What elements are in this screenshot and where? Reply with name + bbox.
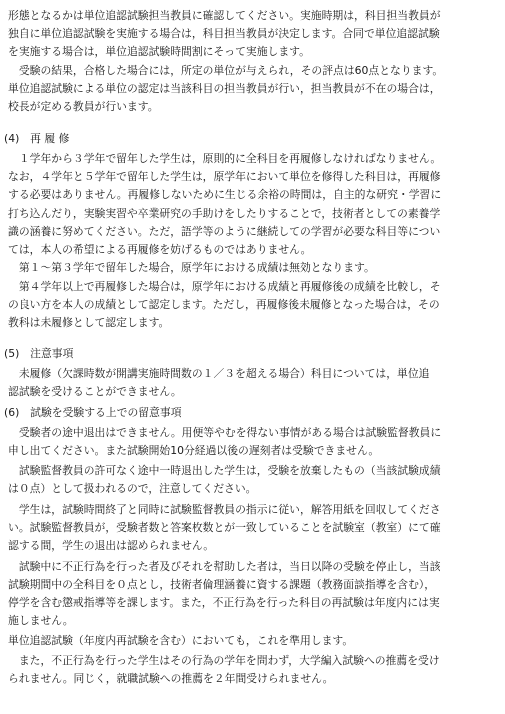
text-line: 第４学年以上で再履修した場合は，原学年における成績と再履修後の成績を比較し，そ: [8, 280, 441, 293]
text-line: 認試験を受けることができません。: [8, 385, 182, 398]
text-line: 施しません。: [8, 614, 74, 627]
text-line: 停学を含む懲戒指導等を課します。また，不正行為を行った科目の再試験は年度内には実: [8, 596, 440, 609]
section-6-paragraph-5: 単位追認試験（年度内再試験を含む）においても，これを準用します。: [8, 634, 354, 647]
text-line: 識の涵養に努めてください。ただ，語学等のように継続しての学習が必要な科目等につい: [8, 225, 441, 238]
text-line: 試験監督教員の許可なく途中一時退出した学生は，受験を放棄したもの（当該試験成績: [8, 464, 441, 477]
text-line: 受験の結果，合格した場合には，所定の単位が与えられ，その評点は60点となります。: [8, 64, 444, 77]
section-4-paragraph-2: 第１～第３学年で留年した場合，原学年における成績は無効となります。: [8, 261, 375, 274]
text-line: は０点）として扱われるので，注意してください。: [8, 482, 257, 495]
text-line: の良い方を本人の成績として認定します。ただし，再履修後未履修となった場合は，その: [8, 298, 440, 311]
text-line: られません。同じく，就職試験への推薦を２年間受けられません。: [8, 672, 334, 685]
text-line: 学生は，試験時間終了と同時に試験監督教員の指示に従い，解答用紙を回収してくださ: [8, 503, 441, 516]
text-line: する必要はありません。再履修しないために生じる余裕の時間は，自主的な研究・学習に: [8, 188, 442, 201]
text-line: 未履修（欠課時数が開講実施時間数の１／３を超える場合）科目については，単位追: [8, 367, 430, 380]
section-heading-5: (5) 注意事項: [4, 347, 74, 360]
text-line: 単位追認試験による単位の認定は当該科目の担当教員が行い，担当教員が不在の場合は，: [8, 82, 441, 95]
text-line: 試験期間中の全科目を０点とし，技術者倫理涵養に資する課題（教務面談指導を含む），: [8, 578, 436, 591]
text-line: 受験者の途中退出はできません。用便等やむを得ない事情がある場合は試験監督教員に: [8, 426, 442, 439]
text-line: 試験中に不正行為を行った者及びそれを幇助した者は，当日以降の受験を停止し，当該: [8, 560, 441, 573]
text-line: ては，本人の希望による再履修を妨げるものではありません。: [8, 243, 312, 256]
text-line: 形態となるかは単位追認試験担当教員に確認してください。実施時期は，科目担当教員が: [8, 9, 441, 22]
text-line: 打ち込んだり，実験実習や卒業研究の手助けをしたりすることで，技術者としての素養学: [8, 207, 441, 220]
text-line: い。試験監督教員が，受験者数と答案枚数とが一致していることを試験室（教室）にて確: [8, 521, 441, 534]
section-heading-4: (4) 再 履 修: [4, 132, 70, 145]
text-line: を実施する場合は，単位追認試験時間割にそって実施します。: [8, 45, 310, 58]
text-line: また，不正行為を行った学生はその行為の学年を問わず，大学編入試験への推薦を受け: [8, 654, 440, 667]
section-heading-6: (6) 試験を受験する上での留意事項: [4, 406, 182, 419]
text-line: 校長が定める教員が行います。: [8, 100, 159, 113]
text-line: １学年から３学年で留年した学生は，原則的に全科目を再履修しなければなりません。: [8, 152, 442, 165]
text-line: 独自に単位追認試験を実施する場合は，科目担当教員が決定します。合同で単位追認試験: [8, 27, 440, 40]
text-line: 教科は未履修として認定します。: [8, 316, 170, 329]
text-line: 申し出てください。また試験開始10分経過以後の遅刻者は受験できません。: [8, 444, 380, 457]
text-line: なお，４学年と５学年で留年した学生は，原学年において単位を修得した科目は，再履修: [8, 170, 441, 183]
text-line: 認する間，学生の退出は認められません。: [8, 539, 215, 552]
